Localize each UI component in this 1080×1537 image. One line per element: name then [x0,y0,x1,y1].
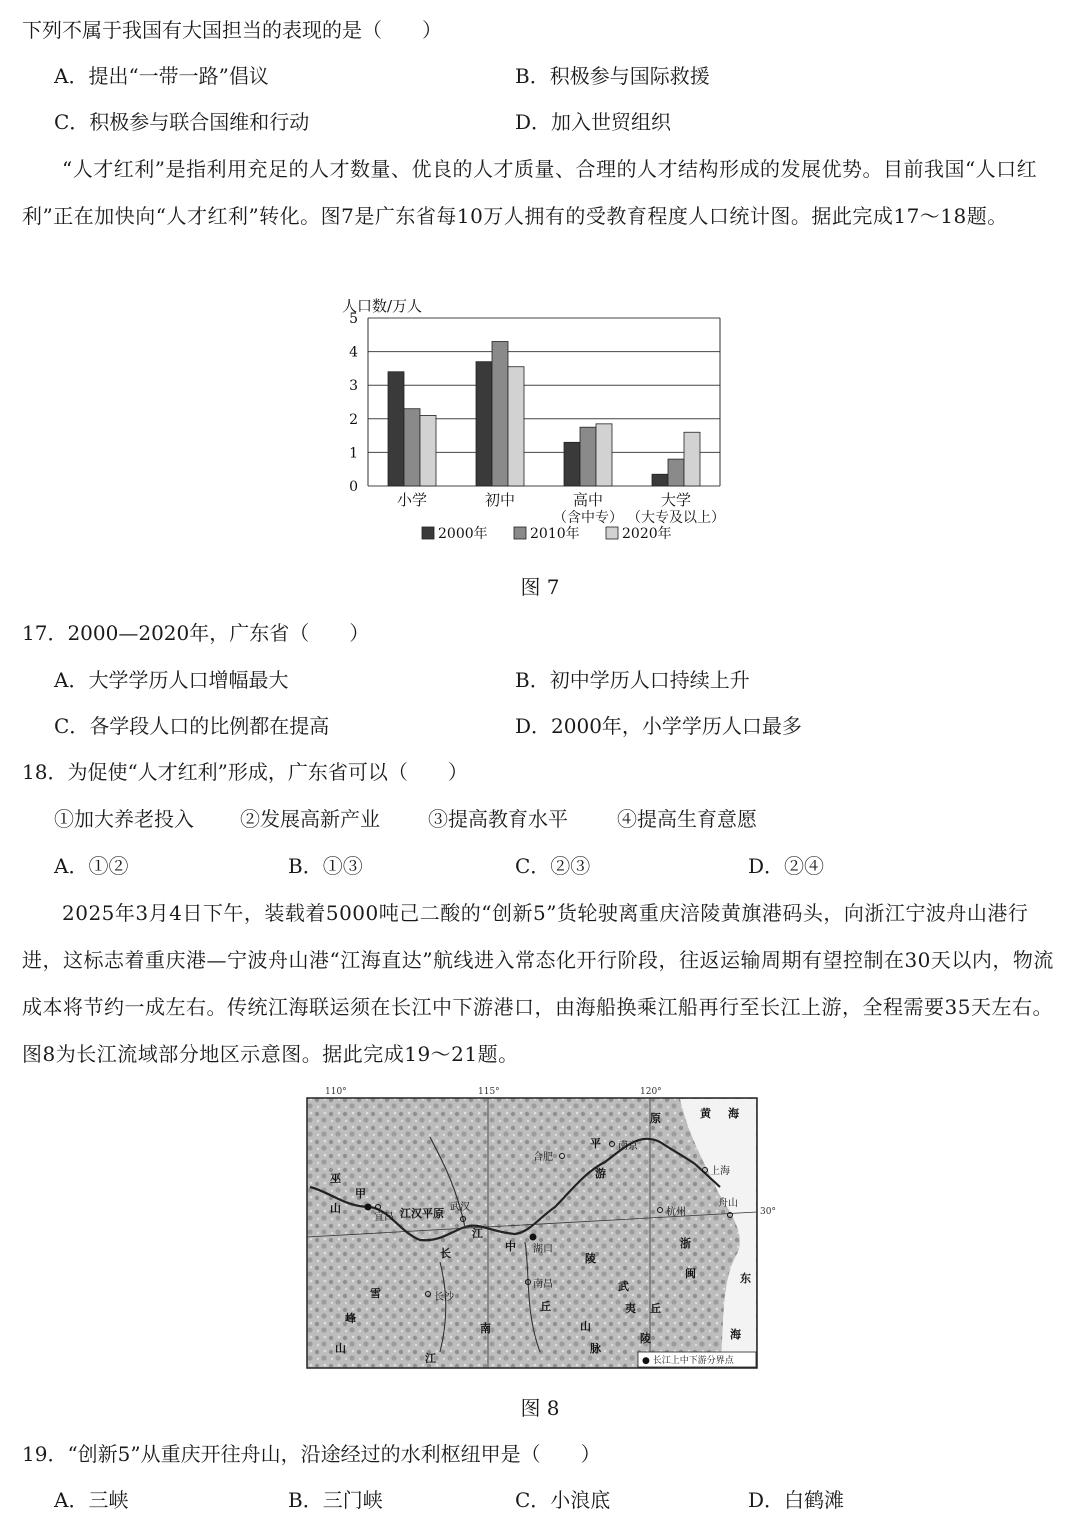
chart-bar [508,367,524,486]
map-legend: ● 长江上中下游分界点 [642,1356,734,1366]
chart-ytick-label: 0 [349,479,358,495]
label-zhong: 中 [505,1240,516,1253]
chart-bar [652,474,668,486]
passage-talent-dividend: “人才红利”是指利用充足的人才数量、优良的人才质量、合理的人才结构形成的发展优势。目前我国“人口红利”正在加快向“人才红利”转化。图7是广东省每10万人拥有的受教育程度人口统计图。据此完成17～18题。 [22,157,1038,228]
label-qiu-2: 丘 [650,1302,661,1315]
label-hai-1: 海 [728,1107,739,1120]
city-yichang: 宜昌 [374,1212,394,1223]
label-min: 闽 [685,1267,696,1280]
q18-option-a: A．①② [54,854,129,878]
chart-ytick-label: 5 [349,311,358,327]
label-jia: 甲 [355,1187,366,1200]
label-zhe: 浙 [680,1237,691,1250]
chart-ylabel: 人口数/万人 [342,297,423,315]
q19-option-d: D．白鹤滩 [748,1488,845,1512]
figure-8-caption: 图 8 [520,1396,560,1420]
chart-legend-swatch [422,527,434,539]
label-qiu-1: 丘 [540,1300,551,1313]
chart-category-label: 初中 [484,491,516,509]
chart-category-note: （大专及以上） [627,510,725,526]
label-yuan: 原 [650,1112,661,1125]
label-you: 游 [595,1167,606,1180]
q19-stem: 19．“创新5”从重庆开往舟山，沿途经过的水利枢纽甲是（ ） [22,1442,601,1466]
city-hangzhou: 杭州 [666,1207,686,1218]
chart-ytick-label: 2 [349,411,358,428]
figure-7-bar-chart [330,292,750,557]
lat-label-30: 30° [760,1207,776,1217]
label-nan: 南 [480,1322,491,1335]
boundary-point-hukou [530,1234,537,1241]
q16-option-c: C．积极参与联合国维和行动 [54,110,310,134]
city-zhoushan: 舟山 [718,1198,738,1209]
label-ling-1: 陵 [585,1252,596,1265]
q16-option-a: A．提出“一带一路”倡议 [54,64,269,88]
chart-bar [596,424,612,486]
q17-option-a: A．大学学历人口增幅最大 [54,668,289,692]
label-shan-3: 山 [580,1320,591,1333]
q18-choice-2: ②发展高新产业 [240,807,380,831]
label-wu: 巫 [330,1172,341,1185]
chart-legend-label: 2010年 [530,526,580,542]
chart-bar [684,432,700,486]
q18-choice-1: ①加大养老投入 [54,807,194,831]
label-jiang-1: 江 [425,1352,436,1365]
chart-legend-swatch [606,527,618,539]
chart-bar [388,372,404,486]
label-feng: 峰 [345,1312,356,1325]
city-shanghai: 上海 [710,1166,730,1177]
q19-option-b: B．三门峡 [288,1488,383,1512]
lon-label-110: 110° [325,1087,347,1097]
chart-legend-label: 2020年 [622,526,672,542]
q18-option-d: D．②④ [748,854,825,878]
q18-option-c: C．②③ [515,854,591,878]
label-huang: 黄 [700,1107,711,1120]
q16-option-d: D．加入世贸组织 [515,110,672,134]
q18-choice-4: ④提高生育意愿 [617,807,757,831]
chart-ytick-label: 1 [349,445,358,462]
label-yi: 夷 [625,1302,636,1315]
chart-category-label: 高中 [572,491,604,509]
chart-bar [580,427,596,486]
q17-option-c: C．各学段人口的比例都在提高 [54,714,330,738]
city-hefei: 合肥 [533,1152,553,1163]
city-nanchang: 南昌 [533,1279,553,1290]
city-hukou: 湖口 [533,1244,553,1255]
chart-category-label: 小学 [396,491,428,509]
chart-bar [404,409,420,486]
chart-bar [492,342,508,486]
chart-bar [668,459,684,486]
q19-option-a: A．三峡 [54,1488,129,1512]
lon-label-115: 115° [478,1087,500,1097]
chart-ytick-label: 4 [349,344,358,361]
chart-category-note: （含中专） [553,510,623,526]
label-jianghan-plain: 江汉平原 [400,1207,444,1220]
figure-7-caption: 图 7 [520,575,560,599]
q18-option-b: B．①③ [288,854,363,878]
chart-ytick-label: 3 [349,378,358,395]
chart-bar [564,442,580,486]
q17-option-d: D．2000年，小学学历人口最多 [515,714,802,738]
lon-label-120: 120° [640,1087,662,1097]
q19-option-c: C．小浪底 [515,1488,611,1512]
passage-river-sea-shipping: 2025年3月4日下午，装载着5000吨己二酸的“创新5”货轮驶离重庆涪陵黄旗港码头，向浙江宁波舟山港行进，这标志着重庆港—宁波舟山港“江海直达”航线进入常态化开行阶段，往返运输周期有望控制在30天以内，物流成本将节约一成左右。传统江海联运须在长江中下游港口，由海船换乘江船再行至长江上游，全程需要35天左右。图8为长江流域部分地区示意图。据此完成19～21题。 [22,901,1054,1066]
chart-category-label: 大学 [660,491,692,509]
label-ping: 平 [590,1137,601,1150]
label-hai-2: 海 [730,1328,741,1341]
label-shan-2: 山 [335,1342,346,1355]
chart-legend-swatch [514,527,526,539]
q17-option-b: B．初中学历人口持续上升 [515,668,750,692]
chart-bar [420,415,436,486]
figure-8-yangtze-map [300,1082,776,1372]
label-xue: 雪 [370,1287,381,1300]
q16-stem: 下列不属于我国有大国担当的表现的是（ ） [22,18,442,42]
boundary-point-yichang [365,1204,372,1211]
label-dong: 东 [740,1272,751,1285]
label-shan-1: 山 [330,1202,341,1215]
chart-bar [476,362,492,486]
city-wuhan: 武汉 [450,1202,470,1213]
label-wu-yi: 武 [618,1280,629,1293]
q18-stem: 18．为促使“人才红利”形成，广东省可以（ ） [22,760,468,784]
label-chang: 长 [440,1247,451,1260]
city-nanjing: 南京 [618,1141,638,1152]
chart-legend-label: 2000年 [438,526,488,542]
city-changsha: 长沙 [434,1292,454,1303]
label-ling-2: 陵 [640,1332,651,1345]
label-jiang-2: 江 [472,1227,483,1240]
label-mai: 脉 [590,1342,601,1355]
q16-option-b: B．积极参与国际救援 [515,64,710,88]
q17-stem: 17．2000—2020年，广东省（ ） [22,621,370,645]
q18-choice-3: ③提高教育水平 [428,807,568,831]
